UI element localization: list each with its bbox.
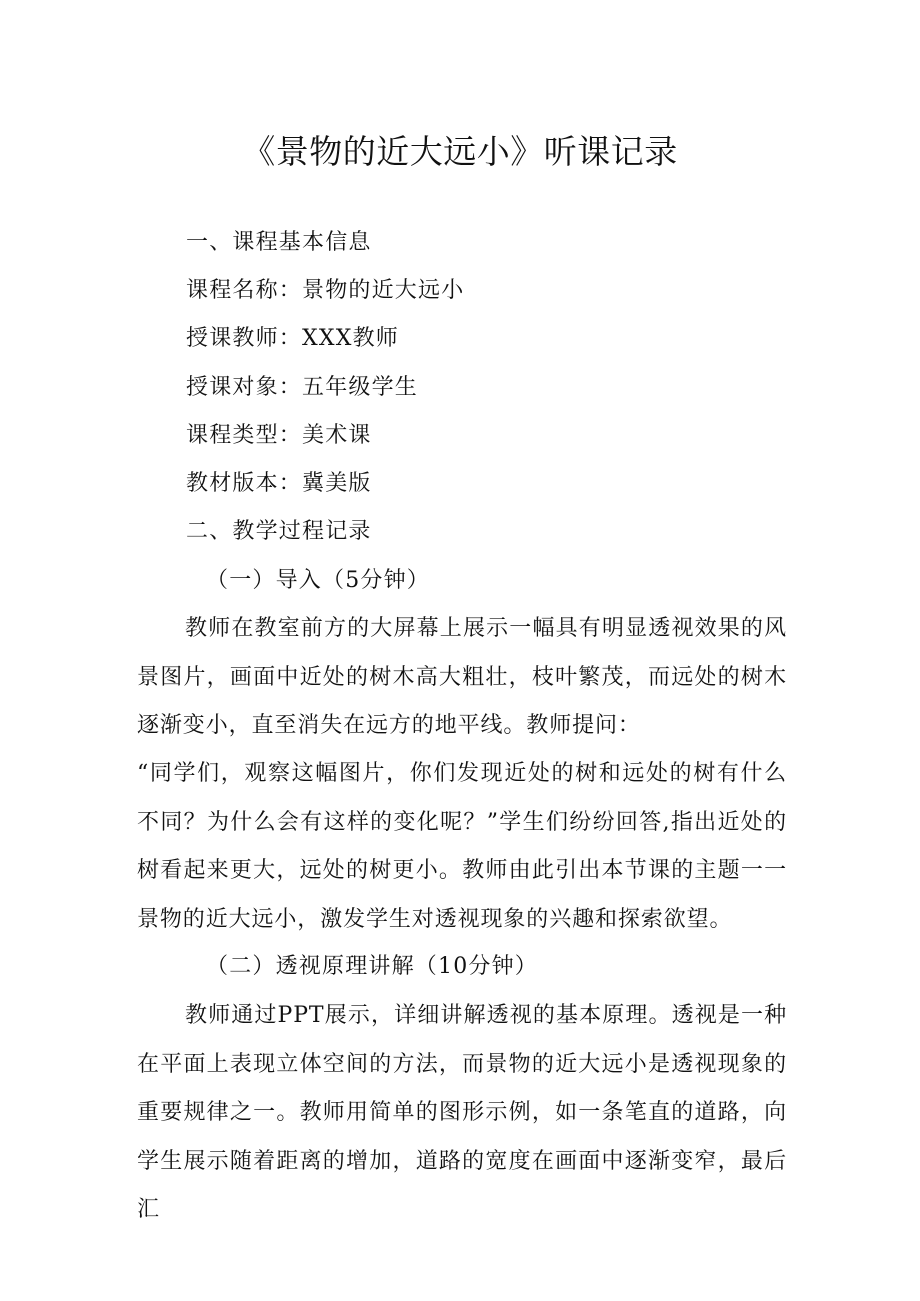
info-textbook-edition: 教材版本：冀美版: [186, 471, 372, 496]
section-heading-teaching-process: 二、教学过程记录: [186, 519, 372, 544]
paragraph-perspective: 教师通过PPT展示，详细讲解透视的基本原理。透视是一种在平面上表现立体空间的方法，而景物的近大远小是透视现象的重要规律之一。教师用简单的图形示例，如一条笔直的道路，向学生展示随着距离的增加，道路的宽度在画面中逐渐变窄，最后汇: [137, 1003, 787, 1222]
paragraph-intro: 教师在教室前方的大屏幕上展示一幅具有明显透视效果的风景图片，画面中近处的树木高大粗壮，枝叶繁茂，而远处的树木逐渐变小，直至消失在远方的地平线。教师提问：: [137, 616, 787, 738]
info-course-type: 课程类型：美术课: [186, 423, 372, 448]
document-title: 《景物的近大远小》听课记录: [242, 132, 678, 171]
subsection-heading-intro: （一）导入（5分钟）: [206, 568, 430, 593]
info-course-name: 课程名称：景物的近大远小: [186, 278, 465, 303]
section-heading-basic-info: 一、课程基本信息: [186, 230, 372, 255]
subsection-heading-perspective: （二）透视原理讲解（10分钟）: [206, 954, 538, 979]
info-audience: 授课对象：五年级学生: [186, 375, 419, 400]
info-teacher: 授课教师：XXX教师: [186, 326, 399, 351]
paragraph-intro-quote: “同学们，观察这幅图片，你们发现近处的树和远处的树有什么不同？为什么会有这样的变化呢？”学生们纷纷回答,指出近处的树看起来更大，远处的树更小。教师由此引出本节课的主题一一景物的近大远小，激发学生对透视现象的兴趣和探索欲望。: [137, 761, 787, 932]
